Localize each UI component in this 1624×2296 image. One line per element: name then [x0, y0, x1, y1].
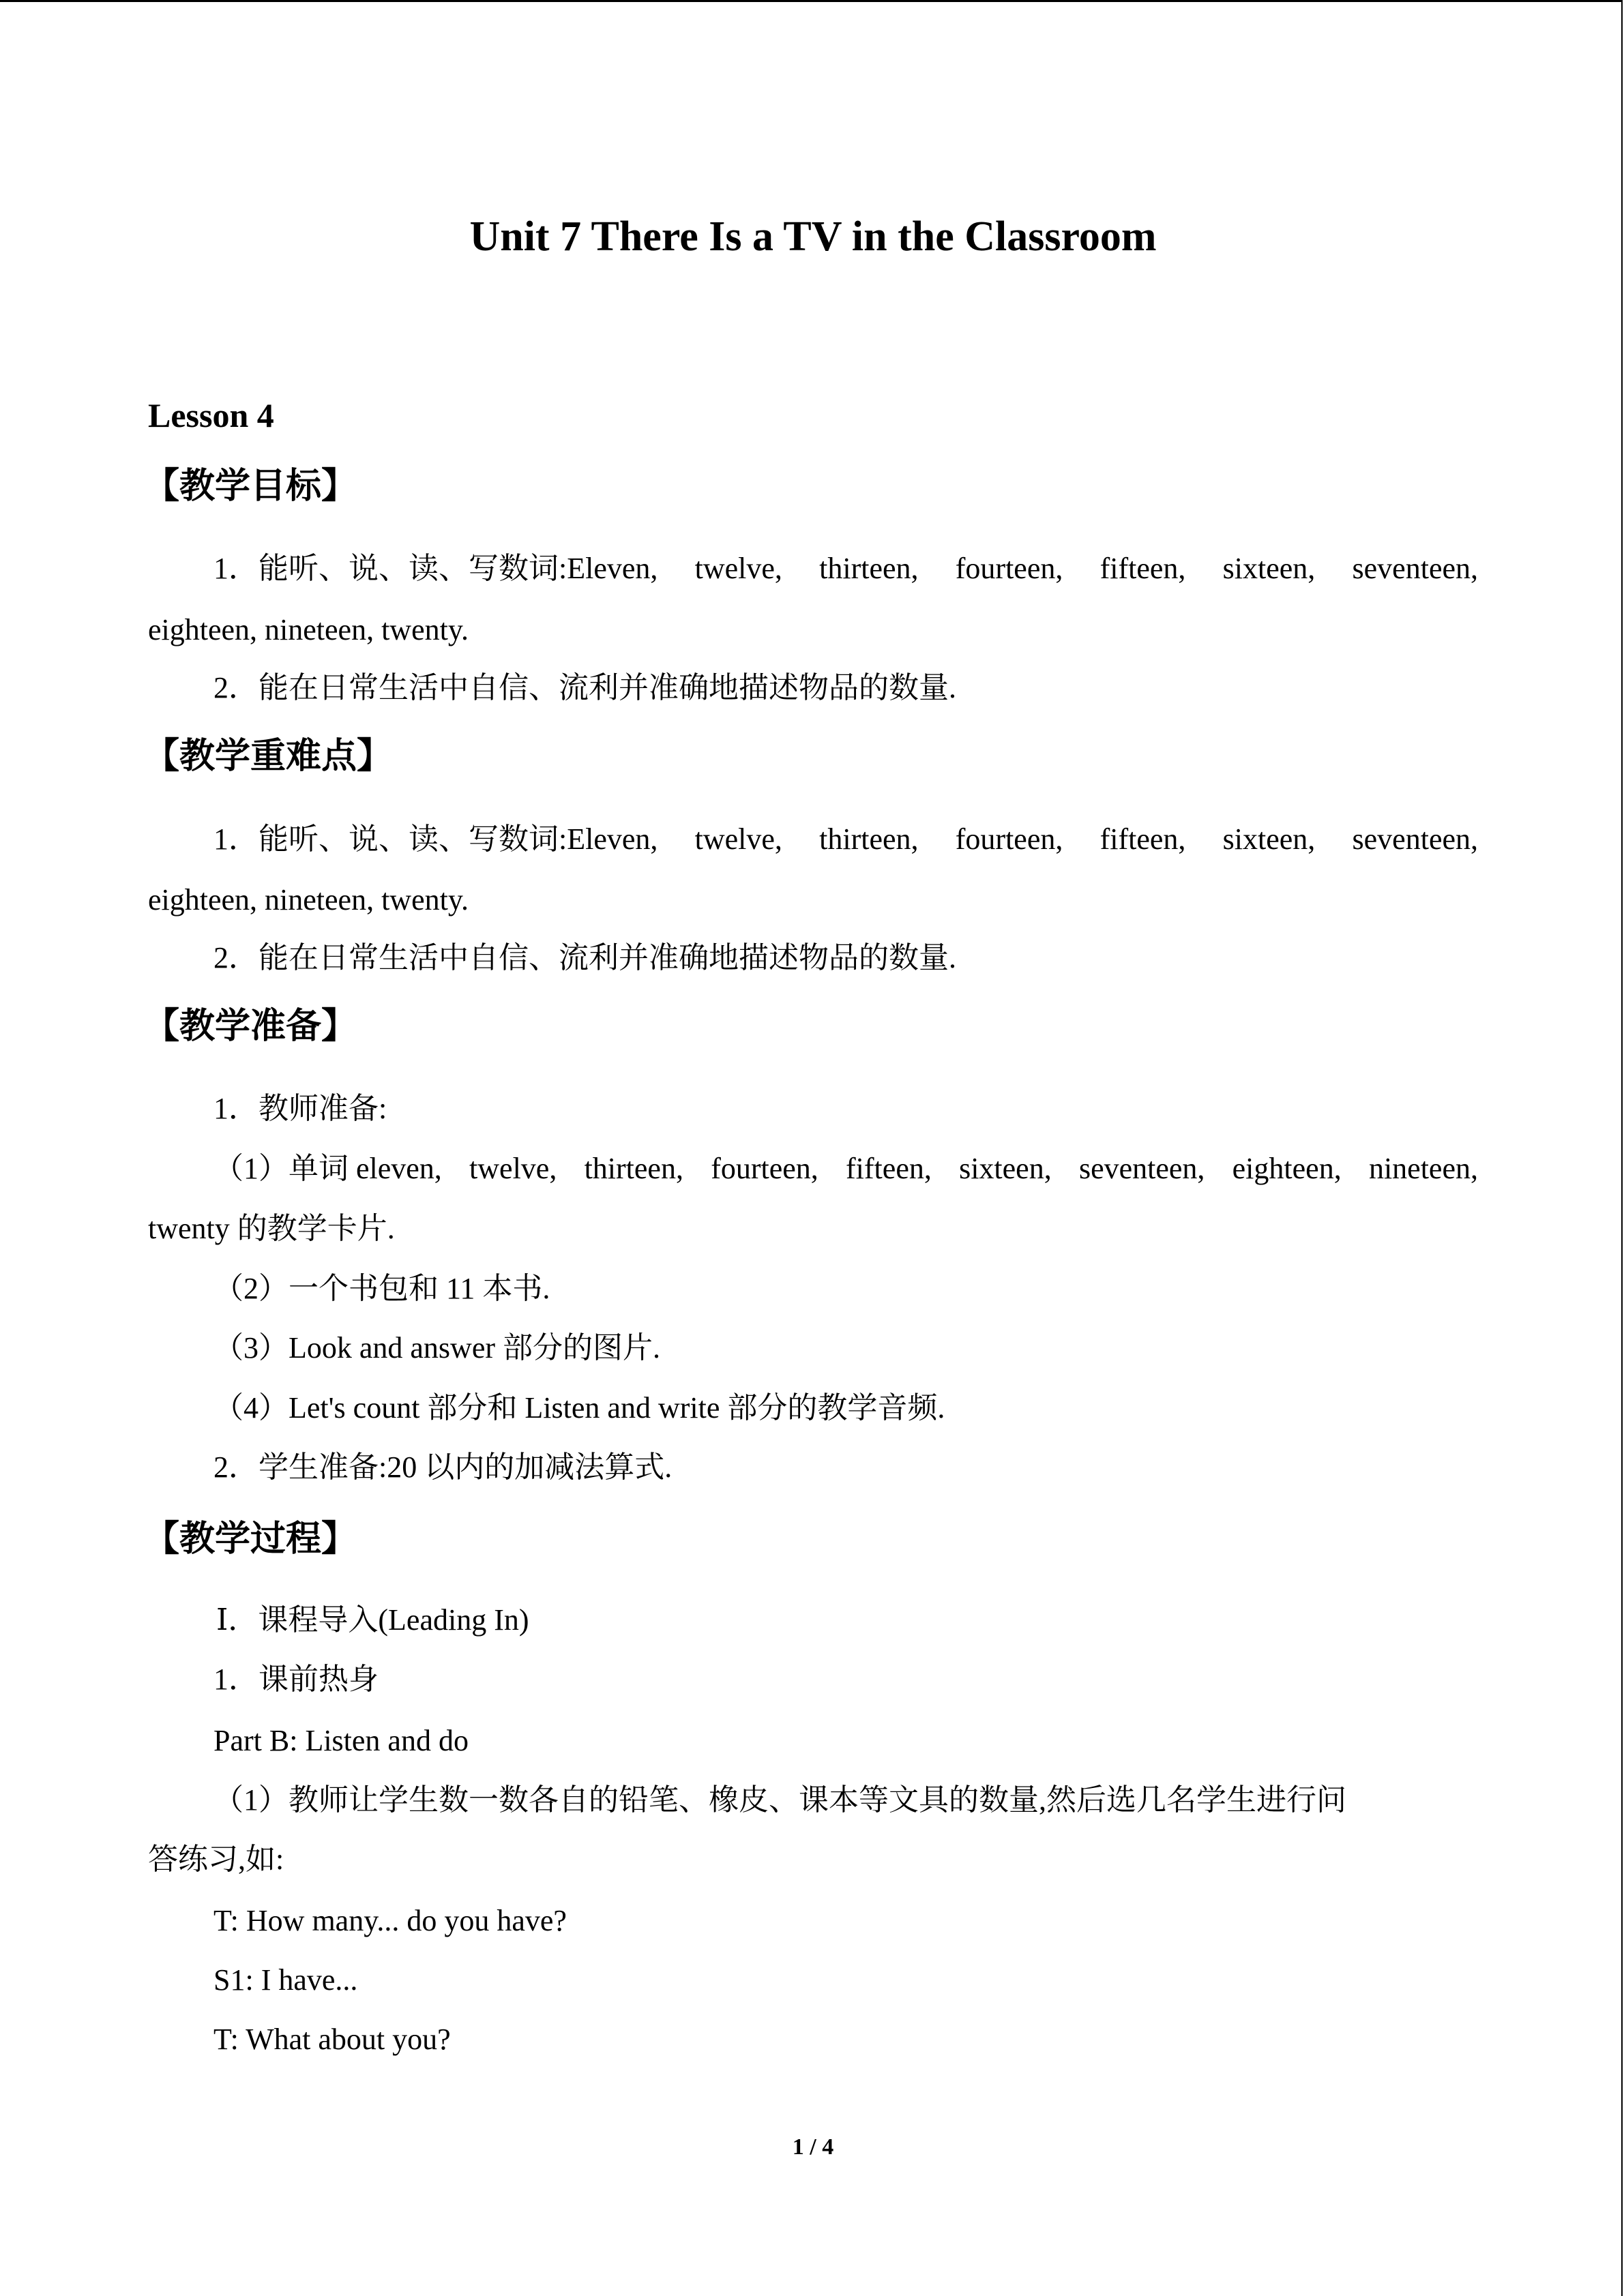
prep-sub4: （4）Let's count 部分和 Listen and write 部分的教学音频.	[213, 1391, 945, 1425]
process-part-b: Part B: Listen and do	[213, 1724, 469, 1757]
prep-word: sixteen,	[959, 1152, 1052, 1185]
goals-word: seventeen,	[1352, 552, 1478, 585]
section-goals-heading: 【教学目标】	[144, 466, 357, 507]
key-item2: 2．能在日常生活中自信、流利并准确地描述物品的数量.	[213, 941, 956, 974]
goals-word: sixteen,	[1222, 552, 1316, 585]
goals-word: twelve,	[694, 552, 782, 585]
key-item1-line2: eighteen, nineteen, twenty.	[148, 883, 469, 916]
goals-word: fourteen,	[955, 552, 1063, 585]
process-warmup: 1．课前热身	[213, 1663, 379, 1696]
key-word: seventeen,	[1352, 822, 1478, 856]
process-instruction-line1: （1）教师让学生数一数各自的铅笔、橡皮、课本等文具的数量,然后选几名学生进行问	[213, 1783, 1346, 1817]
prep-word: seventeen,	[1078, 1152, 1205, 1185]
section-preparation-heading: 【教学准备】	[144, 1006, 357, 1047]
goals-item1-line1	[213, 539, 1478, 599]
dialog-line: S1: I have...	[213, 1963, 358, 1997]
key-item1-prefix: 1．能听、说、读、写数词:Eleven,	[213, 822, 658, 856]
key-word: sixteen,	[1222, 822, 1316, 856]
lesson-heading: Lesson 4	[148, 396, 274, 434]
dialog-line: T: How many... do you have?	[213, 1904, 567, 1937]
prep-word: eighteen,	[1232, 1152, 1342, 1185]
key-word: fifteen,	[1099, 822, 1186, 856]
prep-sub1-line2: twenty 的教学卡片.	[148, 1212, 395, 1245]
document-title: Unit 7 There Is a TV in the Classroom	[469, 213, 1157, 260]
prep-word: fifteen,	[846, 1152, 932, 1185]
key-word: twelve,	[694, 822, 782, 856]
goals-item1-prefix: 1．能听、说、读、写数词:Eleven,	[213, 552, 658, 585]
prep-word: （1）单词 eleven,	[213, 1152, 442, 1185]
dialog-line: T: What about you?	[213, 2023, 451, 2056]
prep-word: nineteen,	[1368, 1152, 1478, 1185]
goals-item1-line2: eighteen, nineteen, twenty.	[148, 613, 469, 646]
key-word: thirteen,	[819, 822, 919, 856]
prep-teacher: 1．教师准备:	[213, 1092, 387, 1125]
prep-word: thirteen,	[584, 1152, 683, 1185]
process-step1: Ⅰ．课程导入(Leading In)	[216, 1603, 529, 1637]
prep-sub2: （2）一个书包和 11 本书.	[213, 1272, 550, 1305]
prep-word: twelve,	[469, 1152, 557, 1185]
goals-word: fifteen,	[1099, 552, 1186, 585]
page-number: 1 / 4	[792, 2134, 834, 2160]
section-process-heading: 【教学过程】	[144, 1519, 357, 1560]
process-instruction-line2: 答练习,如:	[148, 1843, 284, 1876]
goals-item2: 2．能在日常生活中自信、流利并准确地描述物品的数量.	[213, 671, 956, 704]
key-word: fourteen,	[955, 822, 1063, 856]
prep-sub3: （3）Look and answer 部分的图片.	[213, 1331, 661, 1365]
section-key-points-heading: 【教学重难点】	[144, 736, 393, 777]
prep-word: fourteen,	[711, 1152, 818, 1185]
prep-sub1-line1	[213, 1139, 1478, 1199]
prep-student: 2．学生准备:20 以内的加减法算式.	[213, 1450, 673, 1484]
goals-word: thirteen,	[819, 552, 919, 585]
key-item1-line1	[213, 809, 1478, 869]
